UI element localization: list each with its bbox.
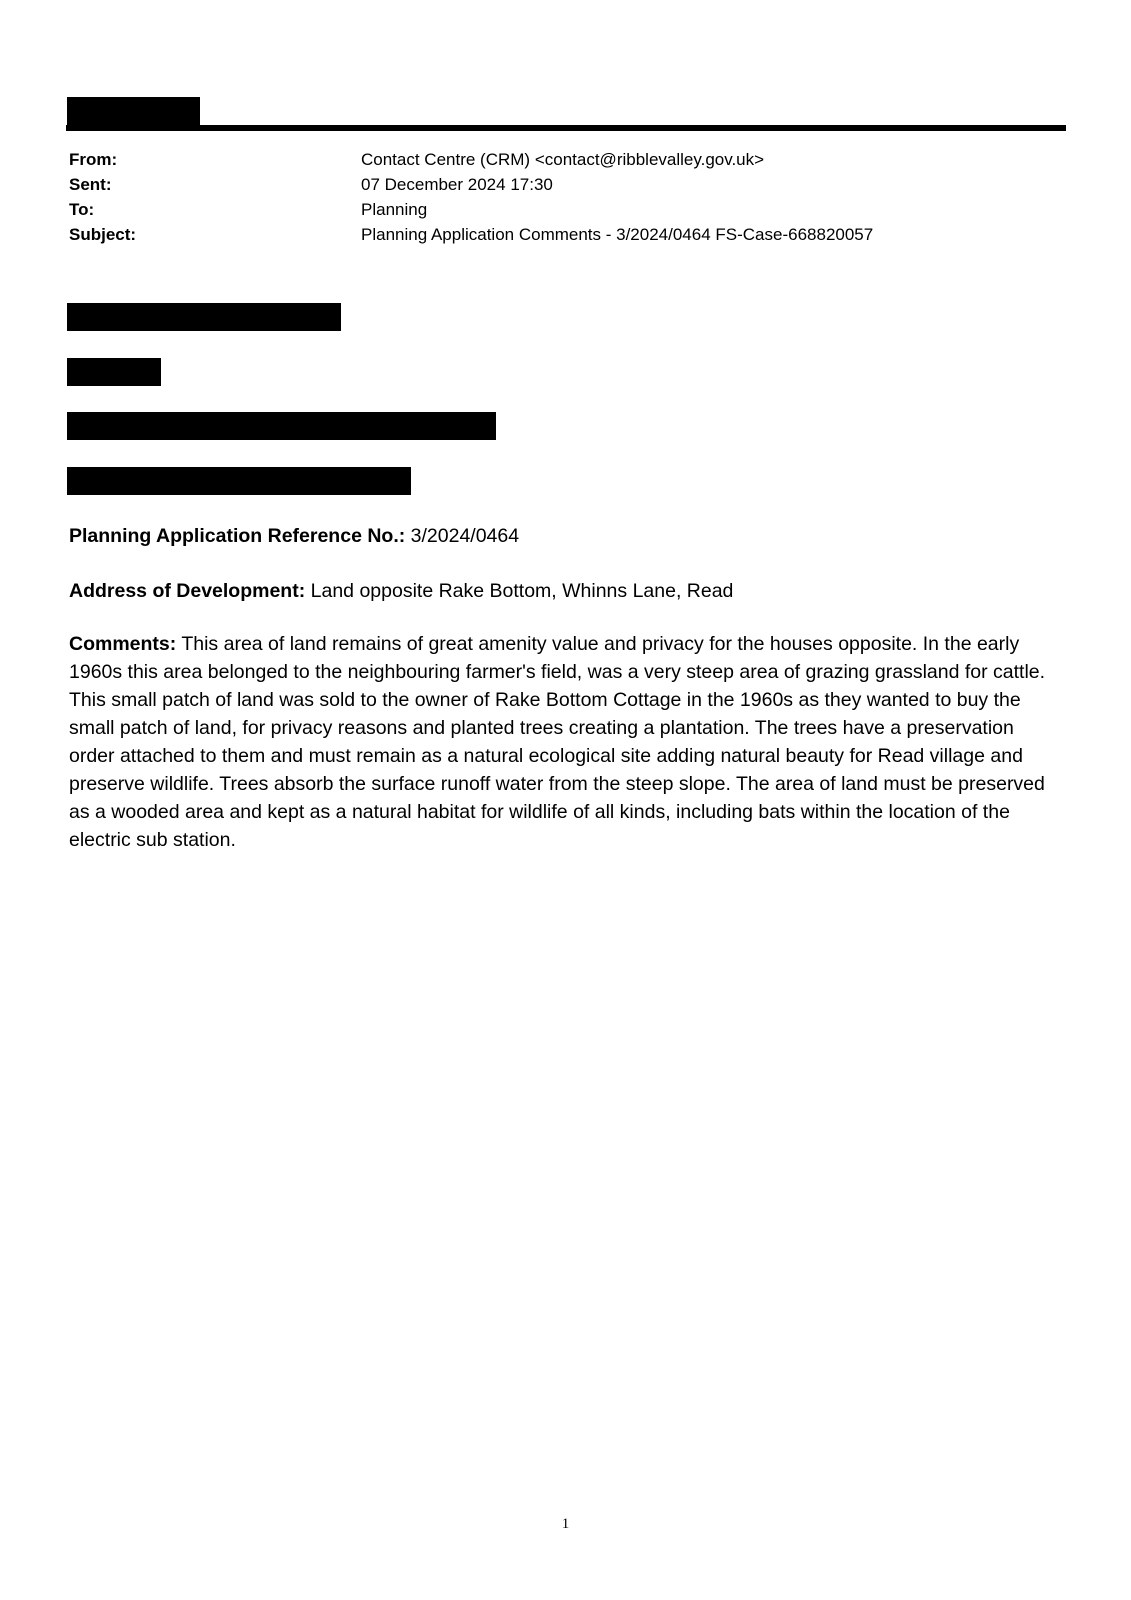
planning-reference: [69, 522, 1069, 550]
subject-label: Subject:: [69, 225, 137, 244]
from-value: Contact Centre (CRM) <contact@ribblevalley.gov.uk>: [361, 150, 765, 169]
comments-label: Comments:: [69, 633, 177, 655]
redacted-line-4: [67, 467, 411, 495]
subject-value: Planning Application Comments - 3/2024/0464 FS-Case-668820057: [361, 225, 874, 244]
header-to-row: [69, 198, 1069, 222]
redacted-sender-block: [67, 97, 200, 127]
header-subject-row: [69, 223, 1069, 247]
address-label: Address of Development:: [69, 580, 306, 602]
header-sent-row: [69, 173, 1069, 197]
comments-text: This area of land remains of great amenity value and privacy for the houses opposite. In the early 1960s this area belonged to the neighbouring farmer's field, was a very steep area of grazing grassland for cattle. This small patch of land was sold to the owner of Rake Bottom Cottage in the 1960s as they wanted to buy the small patch of land, for privacy reasons and planted trees creating a plantation. The trees have a preservation order attached to them and must remain as a natural ecological site adding natural beauty for Read village and preserve wildlife. Trees absorb the surface runoff water from the steep slope. The area of land must be preserved as a wooded area and kept as a natural habitat for wildlife of all kinds, including bats within the location of the electric sub station.: [69, 633, 1046, 851]
sent-value: 07 December 2024 17:30: [361, 175, 553, 194]
reference-label: Planning Application Reference No.:: [69, 525, 406, 547]
from-label: From:: [69, 150, 118, 169]
to-label: To:: [69, 200, 95, 219]
redacted-line-1: [67, 303, 341, 331]
page-number: 1: [561, 1516, 570, 1532]
redacted-line-3: [67, 412, 496, 440]
development-address: [69, 577, 1069, 605]
sent-label: Sent:: [69, 175, 112, 194]
to-value: Planning: [361, 200, 428, 219]
redacted-line-2: [67, 358, 161, 386]
address-value: Land opposite Rake Bottom, Whinns Lane, Read: [310, 580, 734, 602]
header-divider: [66, 125, 1066, 131]
comments-paragraph: [69, 630, 1064, 854]
reference-value: 3/2024/0464: [410, 525, 520, 547]
header-from-row: [69, 148, 1069, 172]
